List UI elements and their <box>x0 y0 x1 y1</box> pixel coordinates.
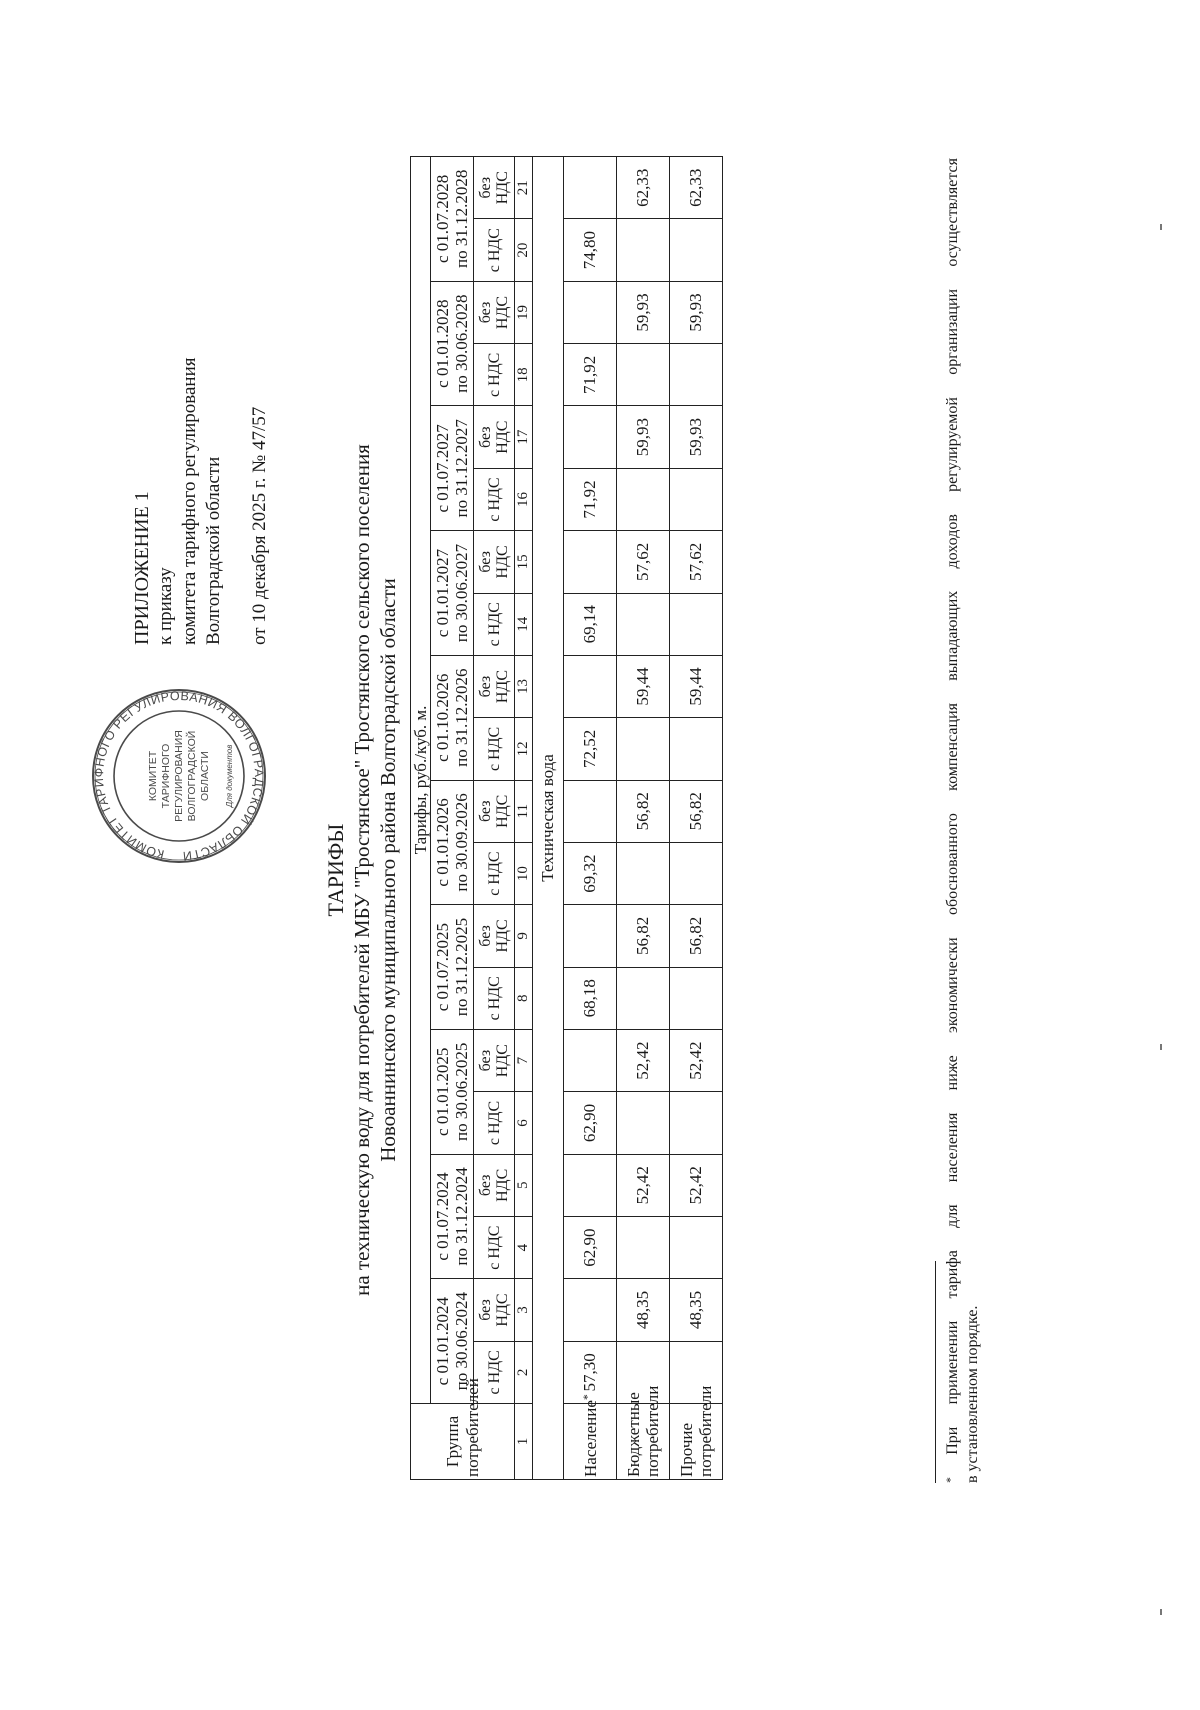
tariff-value <box>564 1154 617 1216</box>
period-from: с 01.01.2025 <box>433 1047 452 1136</box>
table-row <box>617 156 670 1479</box>
column-number: 15 <box>515 531 533 593</box>
tariffs-header: Тарифы, руб./куб. м. <box>411 156 431 1403</box>
period-to: по 30.06.2027 <box>452 543 471 643</box>
appendix-order-ref: к приказу <box>155 567 176 645</box>
period-header <box>431 156 474 281</box>
tariff-value: 59,93 <box>617 281 670 343</box>
consumer-group <box>670 1385 723 1480</box>
period-header <box>431 655 474 780</box>
tariff-value <box>564 281 617 343</box>
column-number-row <box>515 156 533 1479</box>
section-row <box>533 156 564 1479</box>
column-number: 9 <box>515 905 533 967</box>
footnote-ref: * <box>579 1394 594 1401</box>
column-number: 4 <box>515 1216 533 1278</box>
without-vat-word: НДС <box>494 171 511 205</box>
column-number: 18 <box>515 344 533 406</box>
period-to: по 31.12.2027 <box>452 419 471 518</box>
tariff-value <box>617 842 670 904</box>
with-vat-header: с НДС <box>474 593 515 655</box>
without-vat-word: без <box>477 551 494 573</box>
without-vat-word: НДС <box>494 545 511 579</box>
without-vat-header <box>474 1154 515 1216</box>
period-from: с 01.07.2025 <box>433 922 452 1012</box>
without-vat-word: НДС <box>494 295 511 330</box>
tariff-value: 72,52 <box>564 718 617 780</box>
without-vat-header <box>474 531 515 593</box>
without-vat-word: НДС <box>494 1044 511 1078</box>
period-to: по 31.12.2025 <box>452 917 471 1017</box>
appendix-block <box>130 357 272 645</box>
document-title <box>323 120 401 1620</box>
without-vat-header <box>474 281 515 343</box>
without-vat-word: без <box>477 426 494 448</box>
tariff-value: 68,18 <box>564 967 617 1029</box>
period-from: с 01.07.2027 <box>433 424 452 513</box>
with-vat-header: с НДС <box>474 219 515 281</box>
title-main: ТАРИФЫ <box>323 823 348 917</box>
stamp-center-text: ОБЛАСТИ <box>199 751 211 801</box>
period-from: с 01.07.2024 <box>433 1172 452 1261</box>
period-header <box>431 780 474 905</box>
with-vat-header: с НДС <box>474 1216 515 1278</box>
tariff-value: 56,82 <box>617 905 670 967</box>
with-vat-header: с НДС <box>474 1092 515 1154</box>
tariff-table <box>410 156 723 1480</box>
without-vat-word: без <box>477 1174 494 1197</box>
column-number: 5 <box>515 1154 533 1216</box>
column-number: 16 <box>515 468 533 530</box>
without-vat-word: без <box>477 1049 494 1072</box>
tariff-value <box>670 1092 723 1154</box>
period-to: по 31.12.2028 <box>452 169 471 269</box>
tariff-value: 74,80 <box>564 219 617 281</box>
group-header: Группа потребителей <box>411 1404 515 1480</box>
period-to: по 30.06.2025 <box>452 1042 471 1141</box>
column-number: 1 <box>515 1404 533 1480</box>
stamp-center-text: ТАРИФНОГО <box>160 743 172 809</box>
without-vat-word: НДС <box>494 669 511 704</box>
tariff-value <box>617 718 670 780</box>
tariff-value <box>670 468 723 530</box>
footnote-text: При применении тарифа для населения ниже экономически обоснованного компенсация выпадающих доходов регулируемой организации осуществляется <box>944 158 961 1455</box>
tariff-header-row <box>411 156 431 1479</box>
with-vat-header: с НДС <box>474 1341 515 1403</box>
tariff-value <box>670 842 723 904</box>
period-header <box>431 1029 474 1154</box>
period-from: с 01.01.2028 <box>433 299 452 388</box>
tariff-value: 59,44 <box>617 655 670 717</box>
tariff-value: 69,32 <box>564 842 617 904</box>
stamp-center-text: КОМИТЕТ <box>147 750 159 802</box>
tariff-value <box>617 1216 670 1278</box>
tariff-value <box>670 1216 723 1278</box>
stamp-center-text: ВОЛГОГРАДСКОЙ <box>186 730 198 822</box>
without-vat-header <box>474 156 515 219</box>
period-to: по 30.06.2024 <box>452 1291 471 1391</box>
appendix-heading: ПРИЛОЖЕНИЕ 1 <box>131 491 153 645</box>
without-vat-word: без <box>477 301 494 324</box>
without-vat-header <box>474 406 515 468</box>
without-vat-header <box>474 1029 515 1091</box>
period-from: с 01.01.2024 <box>433 1297 452 1386</box>
period-from: с 01.07.2028 <box>433 174 452 263</box>
without-vat-header <box>474 905 515 967</box>
tariff-value <box>617 1092 670 1154</box>
tariff-value <box>670 344 723 406</box>
with-vat-header: с НДС <box>474 344 515 406</box>
period-from: с 01.10.2026 <box>433 673 452 762</box>
tariff-value: 56,82 <box>617 780 670 842</box>
without-vat-header <box>474 1279 515 1341</box>
tariff-value <box>564 1279 617 1341</box>
without-vat-word: без <box>477 800 494 823</box>
tariff-value <box>617 219 670 281</box>
without-vat-word: без <box>477 675 494 698</box>
footnote-marker: * <box>943 1477 957 1483</box>
official-stamp <box>90 687 268 865</box>
period-from: с 01.01.2027 <box>433 548 452 638</box>
period-header <box>431 1279 474 1404</box>
tariff-value <box>617 967 670 1029</box>
tariff-value: 56,82 <box>670 780 723 842</box>
column-number: 7 <box>515 1029 533 1091</box>
period-to: по 30.06.2028 <box>452 294 471 393</box>
column-number: 10 <box>515 842 533 904</box>
column-number: 11 <box>515 780 533 842</box>
column-number: 12 <box>515 718 533 780</box>
without-vat-word: НДС <box>494 919 511 953</box>
column-number: 13 <box>515 655 533 717</box>
tariff-value <box>564 406 617 468</box>
tariff-value <box>670 593 723 655</box>
column-number: 14 <box>515 593 533 655</box>
appendix-committee: комитета тарифного регулирования <box>179 357 200 645</box>
tariff-value: 62,90 <box>564 1216 617 1278</box>
column-number: 6 <box>515 1092 533 1154</box>
tariff-value <box>617 468 670 530</box>
without-vat-word: без <box>477 1299 494 1321</box>
consumer-group-name: Бюджетные потребители <box>624 1385 662 1477</box>
period-row <box>431 156 474 1479</box>
tariff-value: 57,62 <box>670 531 723 593</box>
tariff-value <box>564 655 617 717</box>
tariff-value: 62,33 <box>670 156 723 219</box>
tariff-value: 62,33 <box>617 156 670 219</box>
without-vat-word: без <box>477 176 494 199</box>
column-number: 20 <box>515 219 533 281</box>
scan-mark <box>1160 224 1162 230</box>
column-number: 17 <box>515 406 533 468</box>
tariff-value <box>617 344 670 406</box>
tariff-value: 59,93 <box>617 406 670 468</box>
section-title: Техническая вода <box>533 156 564 1479</box>
vat-row <box>474 156 515 1479</box>
table-row <box>564 156 617 1479</box>
scan-mark <box>1160 1044 1162 1050</box>
title-district: Новоаннинского муниципального района Волгоградской области <box>376 578 400 1162</box>
tariff-value <box>670 718 723 780</box>
tariff-value: 52,42 <box>670 1154 723 1216</box>
with-vat-header: с НДС <box>474 967 515 1029</box>
period-to: по 30.09.2026 <box>452 793 471 892</box>
tariff-value <box>564 531 617 593</box>
without-vat-word: НДС <box>494 420 511 454</box>
tariff-value: 71,92 <box>564 468 617 530</box>
tariff-value: 52,42 <box>670 1029 723 1091</box>
with-vat-header: с НДС <box>474 468 515 530</box>
consumer-group <box>564 1394 617 1480</box>
consumer-group-name: Население <box>580 1400 600 1477</box>
stamp-center-text: РЕГУЛИРОВАНИЯ <box>173 730 185 822</box>
tariff-value: 56,82 <box>670 905 723 967</box>
column-number: 2 <box>515 1341 533 1403</box>
tariff-value: 59,93 <box>670 281 723 343</box>
period-header <box>431 281 474 406</box>
tariff-value: 62,90 <box>564 1092 617 1154</box>
tariff-value <box>564 905 617 967</box>
scan-mark <box>1160 1609 1162 1615</box>
period-header <box>431 406 474 531</box>
tariff-value <box>564 780 617 842</box>
footnote-text-end: в установленном порядке. <box>964 1305 981 1483</box>
tariff-value: 57,62 <box>617 531 670 593</box>
table-row <box>670 156 723 1479</box>
period-header <box>431 531 474 656</box>
tariff-value <box>670 967 723 1029</box>
tariff-value: 48,35 <box>617 1279 670 1341</box>
tariff-value <box>564 1029 617 1091</box>
column-number: 8 <box>515 967 533 1029</box>
tariff-value <box>670 219 723 281</box>
without-vat-header <box>474 655 515 717</box>
tariff-value: 69,14 <box>564 593 617 655</box>
without-vat-word: НДС <box>494 1293 511 1327</box>
without-vat-word: НДС <box>494 1168 511 1202</box>
consumer-group-name: Прочие потребители <box>677 1385 715 1477</box>
tariff-value: 57,30 <box>564 1341 617 1403</box>
consumer-group <box>617 1385 670 1480</box>
with-vat-header: с НДС <box>474 842 515 904</box>
tariff-value: 59,44 <box>670 655 723 717</box>
tariff-value <box>617 593 670 655</box>
tariff-value: 71,92 <box>564 344 617 406</box>
without-vat-word: без <box>477 925 494 947</box>
period-to: по 31.12.2024 <box>452 1167 471 1266</box>
appendix-region: Волгоградской области <box>203 456 224 645</box>
column-number: 21 <box>515 156 533 219</box>
footnote <box>943 158 983 1483</box>
tariff-value: 52,42 <box>617 1029 670 1091</box>
without-vat-header <box>474 780 515 842</box>
appendix-date: от 10 декабря 2025 г. № 47/57 <box>249 406 270 645</box>
tariff-value: 52,42 <box>617 1154 670 1216</box>
period-from: с 01.01.2026 <box>433 798 452 887</box>
title-subject: на техническую воду для потребителей МБУ "Тростянское" Тростянского сельского поселения <box>350 444 374 1296</box>
without-vat-word: НДС <box>494 794 511 828</box>
tariff-value: 59,93 <box>670 406 723 468</box>
with-vat-header: с НДС <box>474 718 515 780</box>
svg-text:Для документов: Для документов <box>225 744 234 808</box>
tariff-value: 48,35 <box>670 1279 723 1341</box>
period-header <box>431 1154 474 1279</box>
footnote-separator <box>935 1261 936 1483</box>
column-number: 3 <box>515 1279 533 1341</box>
column-number: 19 <box>515 281 533 343</box>
period-to: по 31.12.2026 <box>452 668 471 767</box>
tariff-value <box>564 156 617 219</box>
period-header <box>431 905 474 1030</box>
svg-text:КОМИТЕТ ТАРИФНОГО РЕГУЛИРОВАНИ: КОМИТЕТ ТАРИФНОГО РЕГУЛИРОВАНИЯ ВОЛГОГРАДСКОЙ ОБЛАСТИ <box>91 688 267 864</box>
